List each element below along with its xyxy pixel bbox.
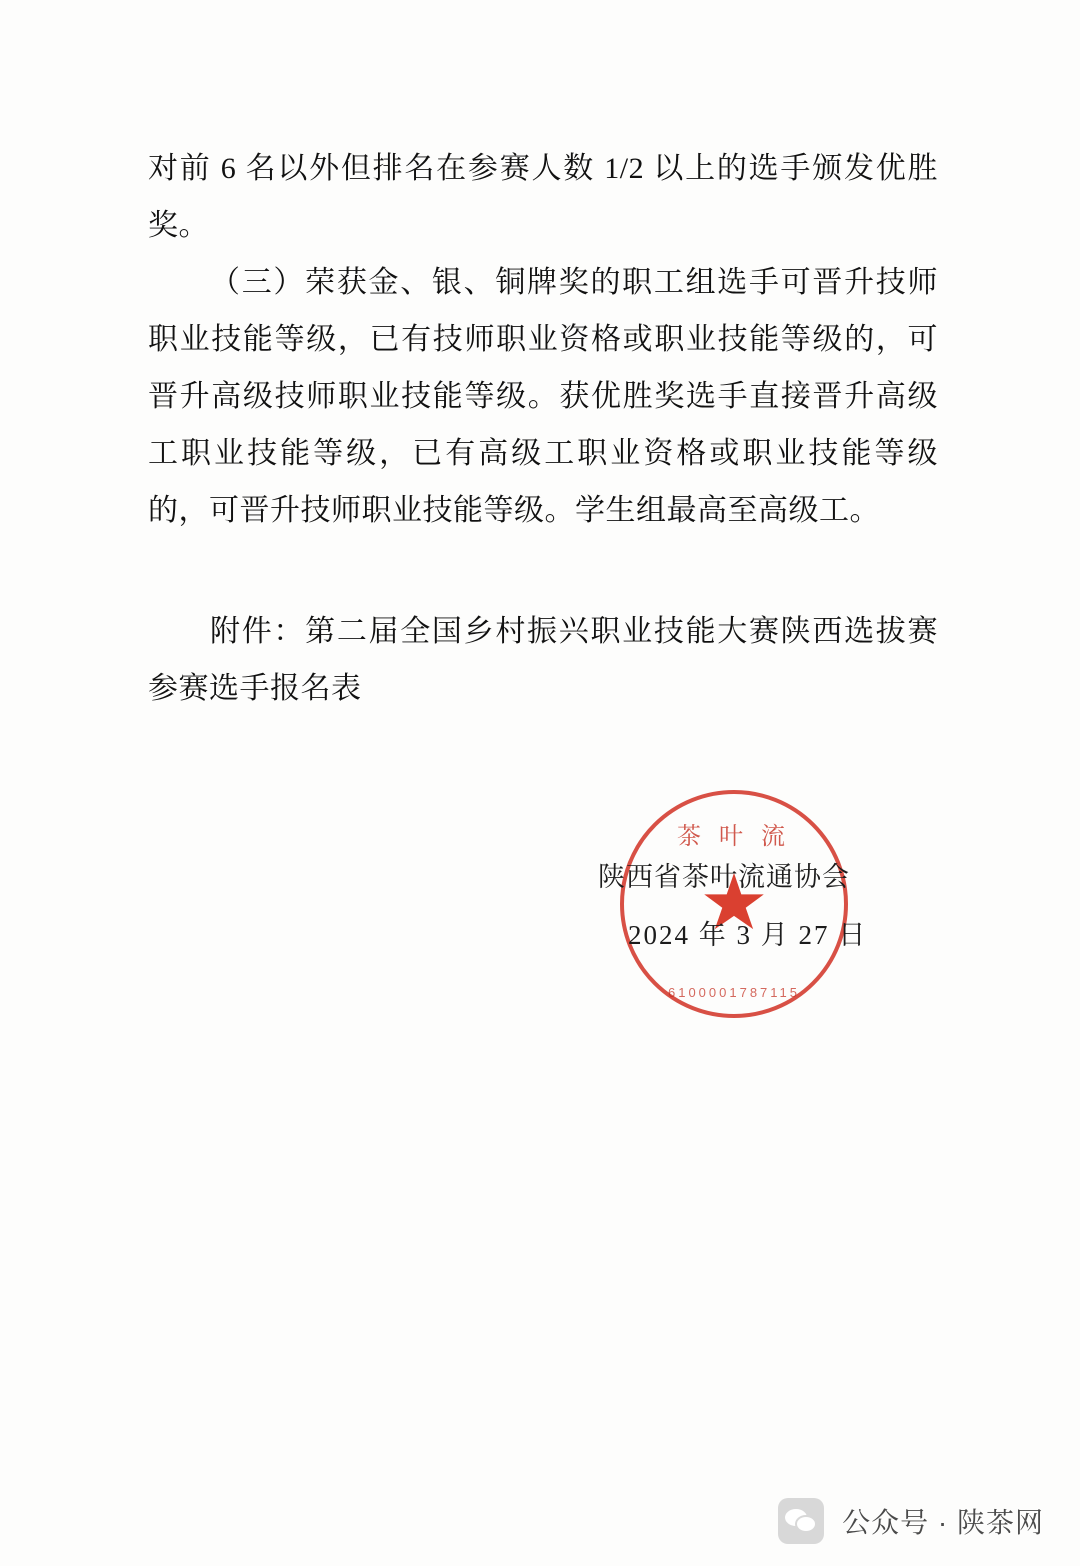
footer-bar [0, 1476, 1080, 1566]
paragraph-item-three: （三）荣获金、银、铜牌奖的职工组选手可晋升技师职业技能等级，已有技师职业资格或职业技能等级的，可晋升高级技师职业技能等级。获优胜奖选手直接晋升高级工职业技能等级，已有高级工职业资格或职业技能等级的，可晋升技师职业技能等级。学生组最高至高级工。 [148, 266, 938, 527]
paragraph-attachment: 附件：第二届全国乡村振兴职业技能大赛陕西选拔赛参赛选手报名表 [148, 615, 938, 705]
paragraph-top: 对前 6 名以外但排名在参赛人数 1/2 以上的选手颁发优胜奖。 [148, 152, 938, 242]
attachment-block [148, 603, 938, 717]
signature-date: 2024 年 3 月 27 日 [628, 920, 868, 950]
seal-bottom-text: 6100001787115 [667, 985, 801, 1000]
footer-account-label: 公众号 · 陕茶网 [842, 1507, 1044, 1538]
seal-top-text: 茶 叶 流 [677, 824, 791, 850]
official-seal [620, 790, 848, 1018]
signature-organization: 陕西省茶叶流通协会 [598, 862, 850, 892]
document-body [148, 140, 938, 717]
wechat-icon [778, 1498, 824, 1544]
